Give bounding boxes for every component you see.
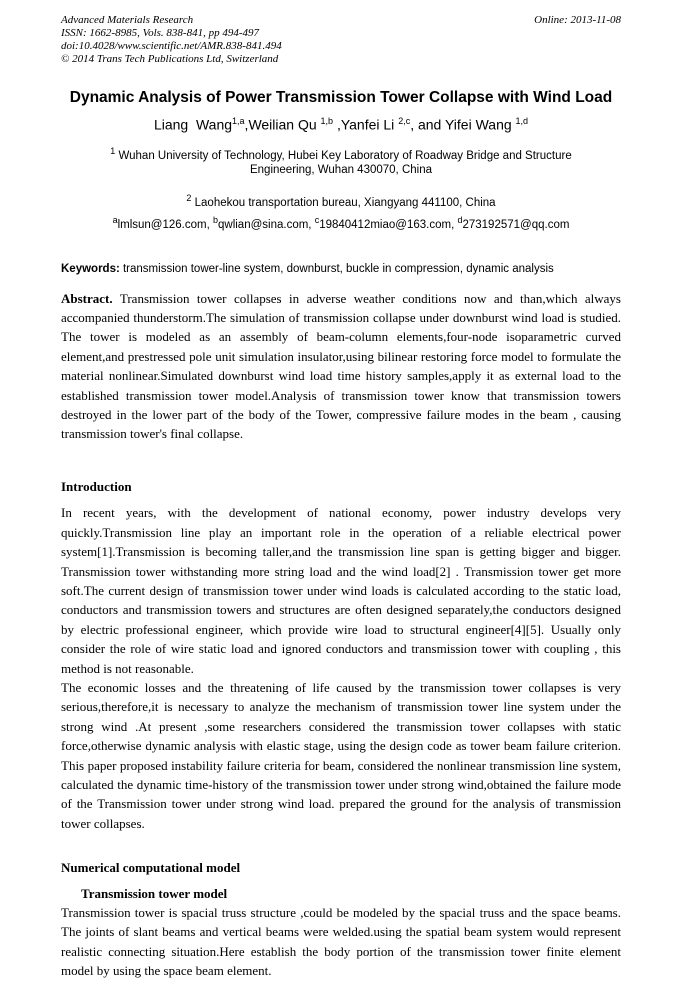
affiliation-superscript: 2 <box>186 193 192 204</box>
subsection-heading-tower-model: Transmission tower model <box>81 885 228 901</box>
email-address: 273192571@qq.com <box>462 218 570 231</box>
affiliation-1 <box>61 144 621 178</box>
keywords-line <box>61 262 621 277</box>
section-heading-introduction: Introduction <box>61 478 132 494</box>
author-superscript: 1,d <box>515 116 529 126</box>
email-superscript: b <box>212 214 218 225</box>
author-separator: , <box>333 116 341 133</box>
affiliation-superscript: 1 <box>110 145 116 156</box>
email-separator: , <box>308 218 315 231</box>
online-date: Online: 2013-11-08 <box>534 14 621 26</box>
abstract-text: Transmission tower collapses in adverse weather conditions now and than,which always accompanied thunderstorm.The simulation of transmission collapse under downburst wind load is studied. The tower is modeled as an assembly of beam-column elements,four-node isoparametric curved element,and prestressed pole unit simulation insulator,using bilinear restoring force model to formulate the material nonlinear.Simulated downburst wind load time history samples,apply it as external load to the established transmission tower model.Analysis of transmission tower know that transmission towers destroyed in the lower part of the body of the Tower, compressive failure modes in the beam , causing transmission tower's final collapse. <box>61 290 621 442</box>
email-line <box>61 213 621 233</box>
keywords-label: Keywords: <box>61 262 120 275</box>
email-superscript: a <box>112 214 118 225</box>
author-name: Liang Wang <box>153 116 233 133</box>
paper-title: Dynamic Analysis of Power Transmission Tower Collapse with Wind Load <box>69 89 613 106</box>
keywords-text: transmission tower-line system, downburst, buckle in compression, dynamic analysis <box>119 262 554 275</box>
affiliation-text: Wuhan University of Technology, Hubei Key Laboratory of Roadway Bridge and Structure Engineering, Wuhan 430070, China <box>115 149 572 176</box>
author-line <box>61 112 621 135</box>
author-separator: , and <box>410 116 445 133</box>
abstract-paragraph <box>61 289 621 444</box>
author-superscript: 1,b <box>320 116 334 126</box>
journal-name: Advanced Materials Research <box>61 14 194 26</box>
affiliation-text: Laohekou transportation bureau, Xiangyang 441100, China <box>191 197 496 210</box>
introduction-paragraph-1: In recent years, with the development of national economy, power industry develops very quickly.Transmission line play an important role in the operation of a reliable electrical power system[1].Transmission is becoming taller,and the transmission line span is getting bigger and bigger. Transmission tower withstanding more string load and the wind load[2] . Transmission tower get more soft.The current design of transmission tower under wind loads is calculated according to the static load, conductors and transmission towers and structures are often designed separately,the conductors designed by electric professional engineer, which provide wire load to structural engineer[4][5]. Usually only consider the role of wire static load and ignored conductors and transmission tower with coupling , this method is not reasonable. <box>61 505 621 676</box>
email-superscript: d <box>457 214 463 225</box>
author-name: Yanfei Li <box>340 116 399 133</box>
section-heading-numerical-model: Numerical computational model <box>61 860 241 876</box>
abstract-label: Abstract. <box>61 290 113 306</box>
journal-copyright-line: © 2014 Trans Tech Publications Ltd, Switzerland <box>61 53 279 65</box>
journal-issn-line: ISSN: 1662-8985, Vols. 838-841, pp 494-497 <box>61 27 259 39</box>
affiliation-2 <box>61 191 621 210</box>
journal-meta-block <box>61 14 282 66</box>
journal-doi-line: doi:10.4028/www.scientific.net/AMR.838-841.494 <box>61 40 282 52</box>
author-name: Weilian Qu <box>248 116 321 133</box>
author-name: Yifei Wang <box>444 116 516 133</box>
numerical-paragraph-1: Transmission tower is spacial truss structure ,could be modeled by the spacial truss and the space beams. The joints of slant beams and vertical beams were welded.using the spatial beam system would represent realistic connecting situation.Here establish the body portion of the transmission tower finite element model by using the space beam element. <box>61 905 621 979</box>
introduction-paragraph-2: The economic losses and the threatening of life caused by the transmission tower collapses is very serious,therefore,it is necessary to analyze the mechanism of transmission tower line system under the strong wind .At present ,some researchers considered the transmission tower collapses with static force,otherwise dynamic analysis with elastic stage, using the design code as tower beam failure criterion. This paper proposed instability failure criteria for beam, considered the nonlinear transmission line system, calculated the dynamic time-history of the transmission tower under strong wind,obtained the failure mode of the Transmission tower under strong wind load. prepared the ground for the analysis of transmission tower collapses. <box>61 679 621 831</box>
author-superscript: 2,c <box>398 116 411 126</box>
author-separator: , <box>244 116 249 133</box>
email-separator: , <box>206 218 213 231</box>
email-address: qwlian@sina.com <box>218 218 309 231</box>
email-superscript: c <box>314 214 320 225</box>
journal-header <box>61 14 621 66</box>
author-superscript: 1,a <box>232 116 245 126</box>
email-address: 19840412miao@163.com <box>319 218 452 231</box>
email-separator: , <box>451 218 458 231</box>
email-address: lmlsun@126.com <box>117 218 207 231</box>
